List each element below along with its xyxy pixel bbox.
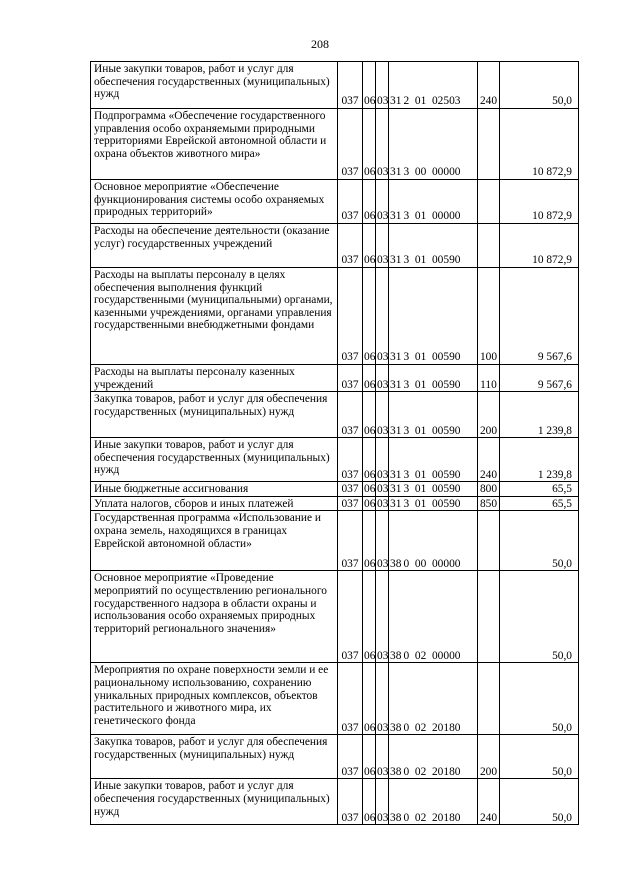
cell-program-code: 31 (389, 224, 403, 268)
table-row (91, 663, 579, 735)
table-row (91, 438, 579, 482)
cell-grbs-code: 037 (338, 365, 363, 392)
cell-target-article: 3 01 00000 (403, 180, 478, 224)
cell-grbs-code: 037 (338, 62, 363, 109)
cell-grbs-code: 037 (338, 109, 363, 180)
cell-program-code: 38 (389, 511, 403, 571)
cell-section-code: 06 (364, 497, 376, 510)
cell-target-article: 3 01 00590 (403, 438, 478, 482)
cell-amount: 1 239,8 (500, 392, 579, 438)
cell-subsection-code: 03 (376, 511, 389, 571)
cell-section-code: 06 (364, 483, 376, 496)
cell-expense-type (478, 224, 500, 268)
cell-section-code: 06 (363, 779, 376, 825)
table-row (91, 482, 579, 497)
cell-program-code: 38 (389, 663, 403, 735)
cell-expense-type (478, 511, 500, 571)
cell-section-code: 06 (363, 392, 376, 438)
cell-subsection-code: 03 (376, 438, 389, 482)
cell-program-code: 31 (390, 483, 402, 496)
cell-program-code: 31 (389, 438, 403, 482)
row-description: Государственная программа «Использование и охрана земель, находящихся в границах Еврейской автономной области» (91, 511, 338, 571)
cell-subsection-code: 03 (376, 268, 389, 365)
row-description: Иные закупки товаров, работ и услуг для обеспечения государственных (муниципальных) нужд (91, 62, 338, 109)
cell-program-code: 38 (389, 779, 403, 825)
page-number: 208 (311, 37, 329, 51)
cell-target-article: 3 01 00590 (403, 392, 478, 438)
cell-amount: 50,0 (500, 663, 579, 735)
cell-section-code: 06 (363, 735, 376, 779)
cell-subsection-code: 03 (376, 392, 389, 438)
row-description: Основное мероприятие «Обеспечение функционирования системы особо охраняемых природных территорий» (91, 180, 338, 224)
cell-program-code: 31 (389, 62, 403, 109)
table-row (91, 496, 579, 511)
cell-amount: 9 567,6 (500, 268, 579, 365)
cell-expense-type: 200 (478, 392, 500, 438)
cell-amount: 10 872,9 (500, 180, 579, 224)
row-description: Уплата налогов, сборов и иных платежей (91, 496, 338, 511)
table-row (91, 268, 579, 365)
cell-target-article: 2 01 02503 (403, 62, 478, 109)
table-row (91, 511, 579, 571)
cell-target-article: 0 02 20180 (403, 735, 478, 779)
row-description: Иные бюджетные ассигнования (91, 482, 338, 497)
cell-expense-type: 850 (478, 496, 500, 511)
cell-grbs-code: 037 (338, 735, 363, 779)
table-row (91, 735, 579, 779)
cell-expense-type: 110 (478, 365, 500, 392)
cell-section-code: 06 (363, 268, 376, 365)
table-row (91, 109, 579, 180)
cell-amount: 10 872,9 (500, 224, 579, 268)
table-row (91, 392, 579, 438)
row-description: Закупка товаров, работ и услуг для обеспечения государственных (муниципальных) нужд (91, 392, 338, 438)
cell-expense-type: 240 (478, 438, 500, 482)
cell-target-article: 0 02 20180 (403, 663, 478, 735)
cell-grbs-code: 037 (338, 779, 363, 825)
row-description: Расходы на выплаты персоналу казенных учреждений (91, 365, 338, 392)
cell-target-article: 3 01 00590 (403, 365, 478, 392)
row-description: Расходы на выплаты персоналу в целях обеспечения выполнения функций государственными (муниципальными) органами, казенными учреждениями, органами управления государственными внебюджетными фондами (91, 268, 338, 365)
cell-program-code: 31 (390, 497, 402, 510)
cell-program-code: 31 (389, 268, 403, 365)
cell-expense-type: 200 (478, 735, 500, 779)
cell-grbs-code: 037 (338, 571, 363, 663)
cell-grbs-code: 037 (338, 180, 363, 224)
cell-section-code: 06 (363, 224, 376, 268)
table-body (91, 62, 579, 825)
cell-section-code: 06 (363, 365, 376, 392)
row-description: Подпрограмма «Обеспечение государственного управления особо охраняемыми природными территориями Еврейской автономной области и охрана объектов животного мира» (91, 109, 338, 180)
cell-amount: 50,0 (500, 735, 579, 779)
cell-amount: 1 239,8 (500, 438, 579, 482)
row-description: Мероприятия по охране поверхности земли и ее рациональному использованию, сохранению уникальных природных комплексов, объектов растительного и животного мира, их генетического фонда (91, 663, 338, 735)
cell-section-code: 06 (363, 663, 376, 735)
row-description: Иные закупки товаров, работ и услуг для обеспечения государственных (муниципальных) нужд (91, 438, 338, 482)
cell-target-article: 0 02 00000 (403, 571, 478, 663)
cell-grbs-code: 037 (338, 224, 363, 268)
row-description: Основное мероприятие «Проведение мероприятий по осуществлению регионального государственного надзора в области охраны и использования особо охраняемых природных территорий регионального значения» (91, 571, 338, 663)
cell-program-code: 38 (389, 571, 403, 663)
cell-grbs-code: 037 (338, 438, 363, 482)
table-row (91, 62, 579, 109)
row-description: Расходы на обеспечение деятельности (оказание услуг) государственных учреждений (91, 224, 338, 268)
cell-target-article: 0 02 20180 (403, 779, 478, 825)
cell-subsection-code: 03 (376, 180, 389, 224)
cell-expense-type: 240 (478, 62, 500, 109)
table-row (91, 224, 579, 268)
cell-subsection-code: 03 (376, 779, 389, 825)
table-row (91, 571, 579, 663)
cell-subsection-code: 03 (376, 224, 389, 268)
cell-subsection-code: 03 (377, 497, 389, 510)
cell-amount: 50,0 (500, 571, 579, 663)
cell-grbs-code: 037 (338, 496, 363, 511)
cell-program-code: 31 (389, 392, 403, 438)
cell-amount: 65,5 (500, 482, 579, 497)
cell-grbs-code: 037 (338, 392, 363, 438)
cell-subsection-code: 03 (376, 663, 389, 735)
cell-amount: 9 567,6 (500, 365, 579, 392)
cell-expense-type: 800 (478, 482, 500, 497)
cell-grbs-code: 037 (338, 268, 363, 365)
cell-subsection-code: 03 (376, 571, 389, 663)
cell-target-article: 3 01 00590 (403, 482, 478, 497)
cell-amount: 65,5 (500, 496, 579, 511)
cell-section-code: 06 (363, 62, 376, 109)
cell-expense-type (478, 109, 500, 180)
row-description: Закупка товаров, работ и услуг для обеспечения государственных (муниципальных) нужд (91, 735, 338, 779)
cell-grbs-code: 037 (338, 511, 363, 571)
cell-section-code: 06 (363, 109, 376, 180)
cell-program-code: 31 (389, 109, 403, 180)
cell-amount: 10 872,9 (500, 109, 579, 180)
cell-grbs-code: 037 (338, 663, 363, 735)
cell-subsection-code: 03 (377, 483, 389, 496)
cell-section-code: 06 (363, 511, 376, 571)
cell-amount: 50,0 (500, 511, 579, 571)
cell-expense-type (478, 180, 500, 224)
cell-grbs-code: 037 (338, 482, 363, 497)
cell-amount: 50,0 (500, 62, 579, 109)
row-description: Иные закупки товаров, работ и услуг для обеспечения государственных (муниципальных) нужд (91, 779, 338, 825)
cell-program-code: 31 (389, 365, 403, 392)
cell-expense-type: 100 (478, 268, 500, 365)
cell-subsection-code: 03 (376, 735, 389, 779)
cell-subsection-code: 03 (376, 109, 389, 180)
cell-target-article: 3 01 00590 (403, 496, 478, 511)
cell-expense-type (478, 663, 500, 735)
cell-section-code: 06 (363, 571, 376, 663)
cell-section-code: 06 (363, 180, 376, 224)
cell-expense-type (478, 571, 500, 663)
cell-subsection-code: 03 (376, 62, 389, 109)
cell-target-article: 0 00 00000 (403, 511, 478, 571)
cell-subsection-code: 03 (376, 365, 389, 392)
table-row (91, 180, 579, 224)
budget-table (90, 61, 579, 825)
cell-target-article: 3 01 00590 (403, 268, 478, 365)
cell-program-code: 38 (389, 735, 403, 779)
cell-target-article: 3 01 00590 (403, 224, 478, 268)
table-row (91, 779, 579, 825)
table-row (91, 365, 579, 392)
cell-section-code: 06 (363, 438, 376, 482)
cell-expense-type: 240 (478, 779, 500, 825)
cell-program-code: 31 (389, 180, 403, 224)
cell-target-article: 3 00 00000 (403, 109, 478, 180)
cell-amount: 50,0 (500, 779, 579, 825)
